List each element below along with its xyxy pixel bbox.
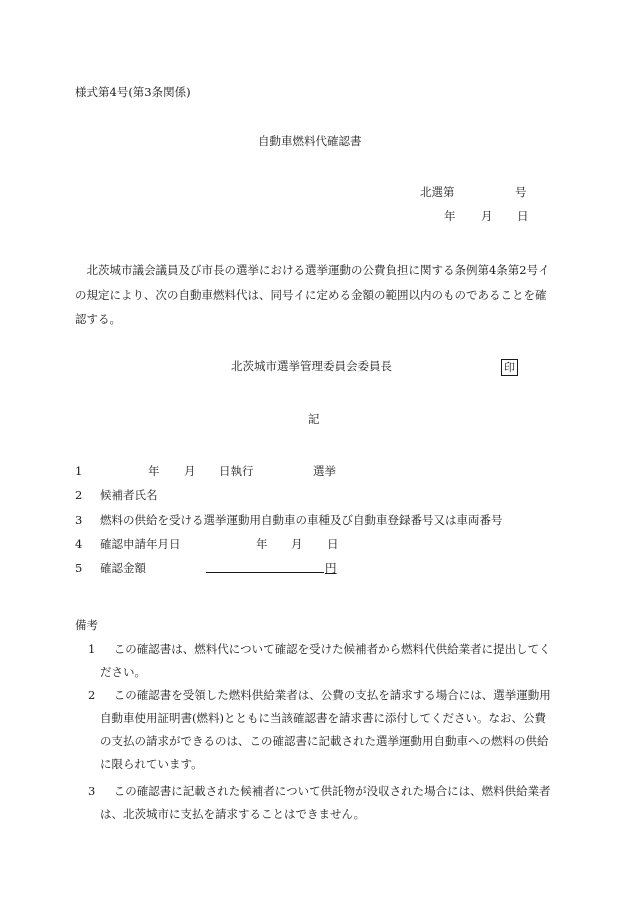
item-4-month: 月 bbox=[291, 537, 303, 551]
date-year: 年 bbox=[444, 209, 456, 223]
item-1-year: 年 bbox=[148, 464, 160, 478]
item-4-label: 確認申請年月日 bbox=[100, 537, 181, 551]
number-suffix: 号 bbox=[515, 185, 527, 199]
item-number: 4 bbox=[75, 537, 83, 551]
item-4-year: 年 bbox=[256, 537, 268, 551]
item-3-label: 燃料の供給を受ける選挙運動用自動車の車種及び自動車登録番号又は車両番号 bbox=[100, 513, 503, 527]
remark-text: この確認書に記載された候補者について供託物が没収された場合には、燃料供給業者は、北茨城市に支払を請求することはできません。 bbox=[100, 784, 551, 821]
item-1-election: 選挙 bbox=[313, 464, 336, 478]
remark-text: この確認書を受領した燃料供給業者は、公費の支払を請求する場合には、選挙運動用自動車使用証明書(燃料)とともに当該確認書を請求書に添付してください。なお、公費の支払の請求ができるのは、この確認書に記載された選挙運動用自動車への燃料の供給に限られています。 bbox=[100, 688, 551, 771]
item-number: 2 bbox=[75, 488, 83, 502]
item-4-day: 日 bbox=[327, 537, 339, 551]
number-prefix: 北選第 bbox=[420, 185, 455, 199]
item-number: 3 bbox=[75, 513, 83, 527]
item-5-label: 確認金額 bbox=[100, 561, 146, 575]
remark-number: 2 bbox=[88, 688, 96, 702]
remarks-heading: 備考 bbox=[75, 618, 98, 632]
signer: 北茨城市選挙管理委員会委員長 bbox=[231, 359, 392, 373]
remark-number: 3 bbox=[88, 784, 96, 798]
document-title: 自動車燃料代確認書 bbox=[258, 134, 362, 148]
item-2-label: 候補者氏名 bbox=[100, 488, 158, 502]
remark-number: 1 bbox=[88, 642, 96, 656]
form-label: 様式第4号(第3条関係) bbox=[75, 85, 191, 99]
date-day: 日 bbox=[517, 209, 529, 223]
item-number: 1 bbox=[75, 464, 83, 478]
seal-mark: 印 bbox=[501, 359, 518, 376]
item-1-day-exec: 日執行 bbox=[219, 464, 254, 478]
ki-heading: 記 bbox=[308, 412, 320, 426]
item-5-unit: 円 bbox=[325, 561, 337, 575]
remark-text: この確認書は、燃料代について確認を受けた候補者から燃料代供給業者に提出してください。 bbox=[100, 642, 551, 679]
date-month: 月 bbox=[481, 209, 493, 223]
item-1-month: 月 bbox=[184, 464, 196, 478]
amount-blank-line bbox=[206, 572, 324, 573]
intro-paragraph: 北茨城市議会議員及び市長の選挙における選挙運動の公費負担に関する条例第4条第2号イの規定により、次の自動車燃料代は、同号イに定める金額の範囲以内のものであることを確認する。 bbox=[75, 263, 550, 326]
item-number: 5 bbox=[75, 561, 83, 575]
